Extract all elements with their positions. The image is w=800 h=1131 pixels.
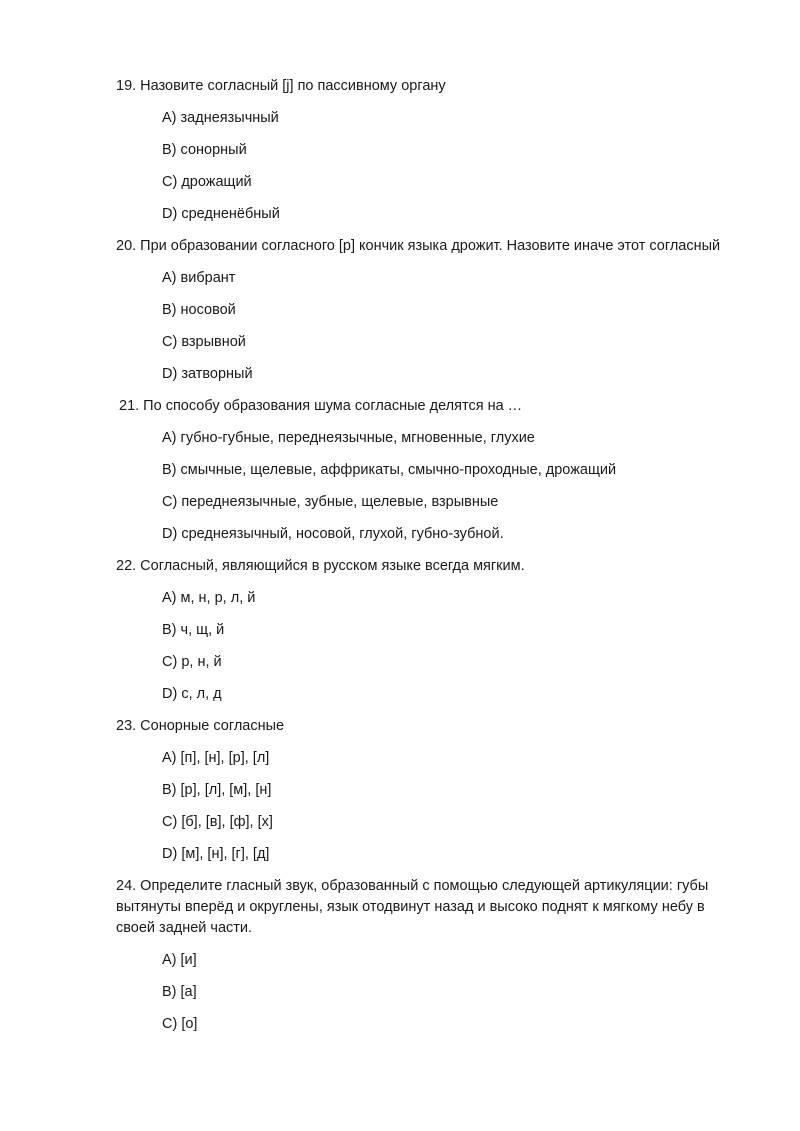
question-19-option-b: B) сонорный [162, 142, 247, 158]
question-23-option-b: B) [р], [л], [м], [н] [162, 782, 272, 798]
question-24-option-c: C) [о] [162, 1016, 198, 1032]
question-24: 24. Определите гласный звук, образованный с помощью следующей артикуляции: губы вытянуты вперёд и округлены, язык отодвинут назад и высоко поднят к мягкому небу в своей задней части. [116, 878, 709, 936]
question-23: 23. Сонорные согласные [116, 718, 285, 734]
question-21: 21. По способу образования шума согласные делятся на … [119, 398, 523, 414]
question-19-option-a: A) заднеязычный [162, 110, 279, 126]
question-21-option-b: B) смычные, щелевые, аффрикаты, смычно-проходные, дрожащий [162, 462, 617, 478]
question-21-option-a: A) губно-губные, переднеязычные, мгновенные, глухие [162, 430, 535, 446]
question-19-option-d: D) средненёбный [162, 206, 280, 222]
question-23-option-d: D) [м], [н], [г], [д] [162, 846, 270, 862]
question-20-option-d: D) затворный [162, 366, 253, 382]
question-22-option-b: B) ч, щ, й [162, 622, 225, 638]
question-24-option-a: A) [и] [162, 952, 197, 968]
question-19: 19. Назовите согласный [j] по пассивному органу [116, 78, 446, 94]
question-20-option-b: B) носовой [162, 302, 236, 318]
question-21-option-c: C) переднеязычные, зубные, щелевые, взрывные [162, 494, 499, 510]
question-20-option-c: C) взрывной [162, 334, 246, 350]
question-22-option-c: C) р, н, й [162, 654, 222, 670]
question-20-option-a: A) вибрант [162, 270, 236, 286]
question-23-option-a: A) [п], [н], [р], [л] [162, 750, 270, 766]
question-23-option-c: C) [б], [в], [ф], [х] [162, 814, 273, 830]
question-22: 22. Согласный, являющийся в русском языке всегда мягким. [116, 558, 525, 574]
question-22-option-a: A) м, н, р, л, й [162, 590, 256, 606]
question-24-option-b: B) [а] [162, 984, 197, 1000]
question-21-option-d: D) среднеязычный, носовой, глухой, губно-зубной. [162, 526, 504, 542]
question-19-option-c: C) дрожащий [162, 174, 252, 190]
question-20: 20. При образовании согласного [р] кончик языка дрожит. Назовите иначе этот согласный [116, 238, 721, 254]
question-22-option-d: D) с, л, д [162, 686, 222, 702]
